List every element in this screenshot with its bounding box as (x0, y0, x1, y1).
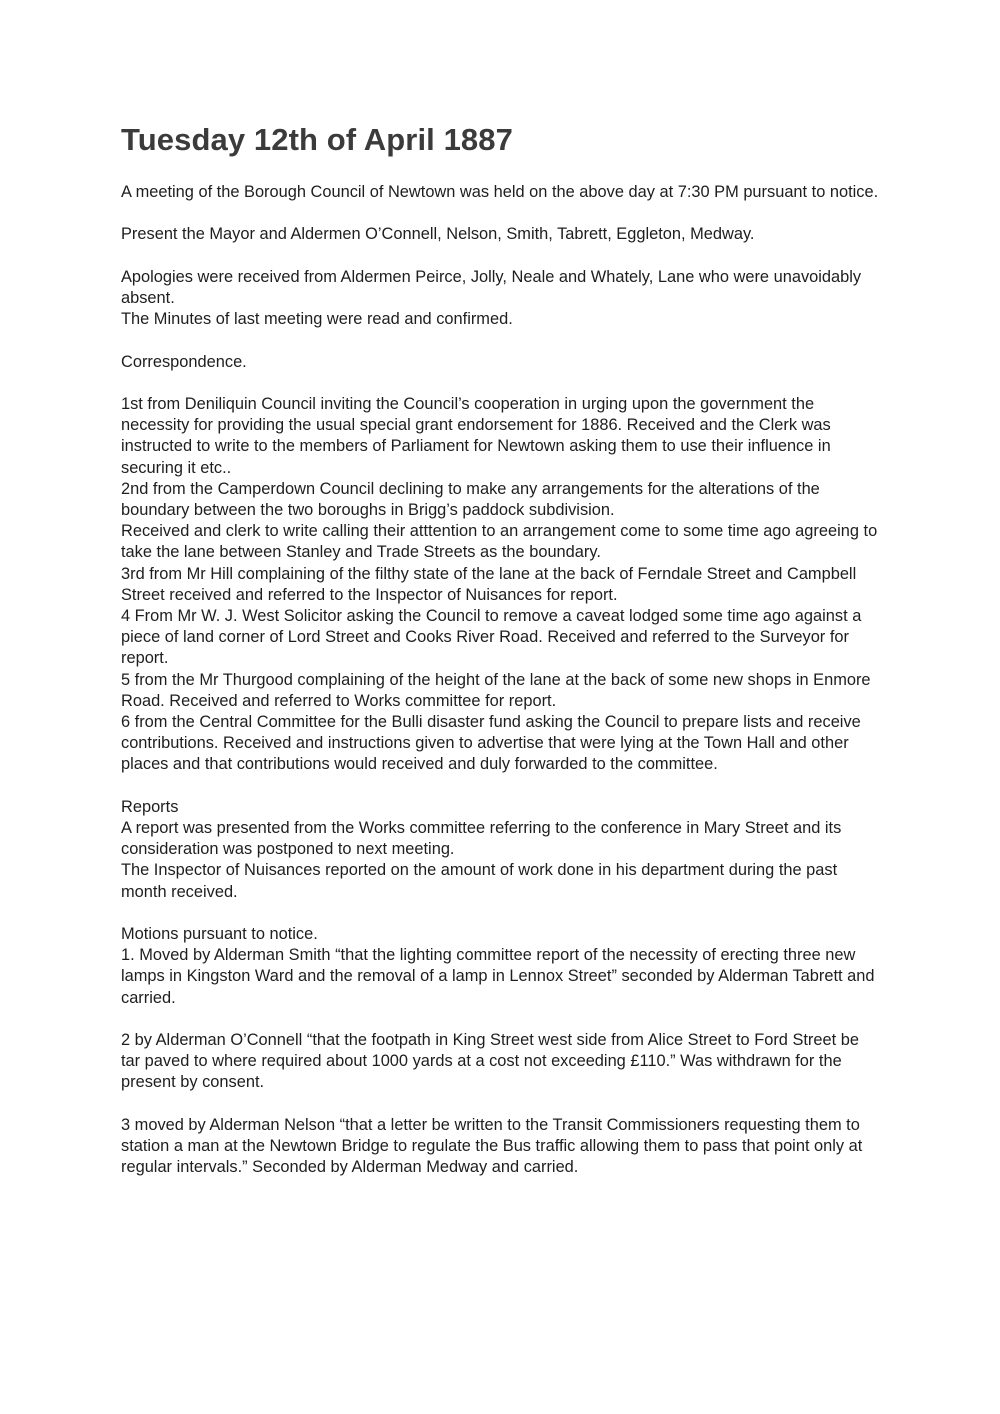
correspondence-item: 4 From Mr W. J. West Solicitor asking the Council to remove a caveat lodged some time ago against a piece of land corner of Lord Street and Cooks River Road. Received and referred to the Surveyor for report. (121, 607, 862, 668)
motion-item: 2 by Alderman O’Connell “that the footpath in King Street west side from Alice Street to Ford Street be tar paved to where required about 1000 yards at a cost not exceeding £110.” Was withdrawn for the present by consent. (121, 1031, 859, 1092)
correspondence-item: 2nd from the Camperdown Council declining to make any arrangements for the alterations of the boundary between the two boroughs in Brigg’s paddock subdivision. (121, 479, 820, 519)
section-heading-reports: Reports (121, 797, 179, 816)
paragraph-correspondence-items (121, 394, 881, 776)
section-heading-motions: Motions pursuant to notice. (121, 925, 318, 944)
report-item: A report was presented from the Works committee referring to the conference in Mary Street and its consideration was postponed to next meeting. (121, 819, 842, 859)
correspondence-item: 3rd from Mr Hill complaining of the filthy state of the lane at the back of Ferndale Street and Campbell Street received and referred to the Inspector of Nuisances for report. (121, 564, 857, 604)
motion-item: 3 moved by Alderman Nelson “that a letter be written to the Transit Commissioners requesting them to station a man at the Newtown Bridge to regulate the Bus traffic allowing them to pass that point only at regular intervals.” Seconded by Alderman Medway and carried. (121, 1115, 863, 1177)
document-page (121, 118, 881, 1200)
paragraph-motions (121, 924, 881, 1009)
paragraph-apologies (121, 267, 881, 331)
paragraph-reports (121, 797, 881, 903)
text-line: A meeting of the Borough Council of Newtown was held on the above day at 7:30 PM pursuant to notice. (121, 183, 879, 201)
correspondence-item: 6 from the Central Committee for the Bulli disaster fund asking the Council to prepare lists and receive contributions. Received and instructions given to advertise that were lying at the Town Hall and other places and that contributions would received and duly forwarded to the committee. (121, 713, 861, 774)
text-line: Correspondence. (121, 352, 247, 371)
correspondence-item: 5 from the Mr Thurgood complaining of the height of the lane at the back of some new shops in Enmore Road. Received and referred to Works committee for report. (121, 670, 871, 710)
page-title: Tuesday 12th of April 1887 (121, 122, 513, 157)
paragraph-present (121, 224, 881, 245)
text-line: Present the Mayor and Aldermen O’Connell, Nelson, Smith, Tabrett, Eggleton, Medway. (121, 225, 755, 244)
motion-item: 1. Moved by Alderman Smith “that the lighting committee report of the necessity of erecting three new lamps in Kingston Ward and the removal of a lamp in Lennox Street” seconded by Alderman Tabrett and carried. (121, 946, 875, 1007)
paragraph-meeting-intro (121, 182, 881, 203)
text-line: The Minutes of last meeting were read and confirmed. (121, 310, 513, 329)
text-line: Apologies were received from Aldermen Peirce, Jolly, Neale and Whately, Lane who were unavoidably absent. (121, 267, 862, 307)
paragraph-motion-2 (121, 1030, 881, 1094)
correspondence-item: Received and clerk to write calling their atttention to an arrangement come to some time ago agreeing to take the lane between Stanley and Trade Streets as the boundary. (121, 522, 878, 562)
report-item: The Inspector of Nuisances reported on the amount of work done in his department during the past month received. (121, 861, 838, 901)
paragraph-motion-3 (121, 1115, 881, 1179)
correspondence-item: 1st from Deniliquin Council inviting the Council’s cooperation in urging upon the government the necessity for providing the usual special grant endorsement for 1886. Received and the Clerk was instructed to write to the members of Parliament for Newtown asking them to use their influence in securing it etc.. (121, 394, 831, 477)
section-heading-correspondence (121, 352, 881, 373)
